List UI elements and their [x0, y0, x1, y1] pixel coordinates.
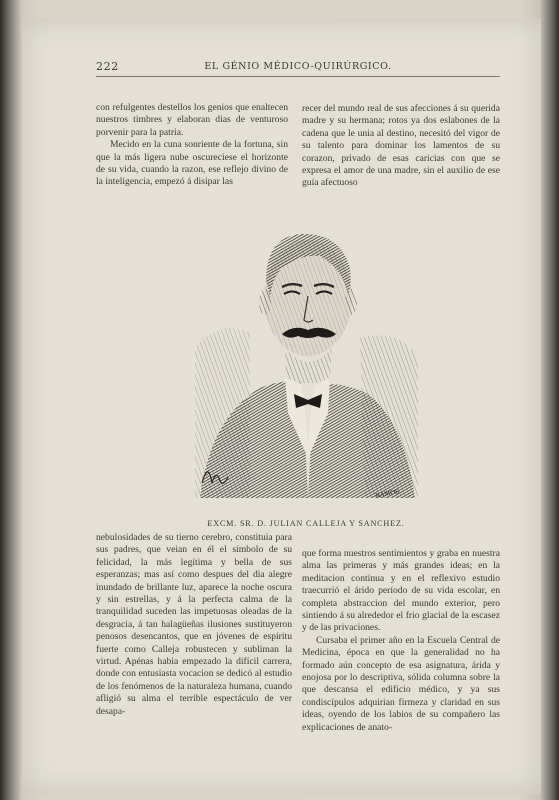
- paragraph: recer del mundo real de sus afecciones á su querida madre y su hermana; rotos ya dos eslabones de la cadena que le unia al destino, necesitó del vigor de su talento para dominar los lamentos de su corazon, privado de esas caricias con que se expresa el amor de una madre, sin el auxilio de ese guía afectuoso: [302, 103, 500, 189]
- bottom-left-column: [96, 532, 292, 718]
- top-left-column: [96, 102, 288, 189]
- paragraph: con refulgentes destellos los genios que enaltecen nuestros timbres y elaboran dias de venturoso porvenir para la patria.: [96, 102, 288, 138]
- paragraph: Mecido en la cuna sonriente de la fortuna, sin que la más ligera nube oscureciese el horizonte de su vida, cuando la razon, ese reflejo divino de la inteligencia, empezó á disipar las: [96, 139, 288, 188]
- engraved-portrait: [190, 198, 420, 518]
- paragraph: Cursaba el primer año en la Escuela Central de Medicina, época en que la generalidad no ha formado aún concepto de esa asignatura, árida y enojosa por lo descriptiva, sólida columna sobre la que descansa el edificio médico, y ya sus condiscípulos adquirian firmeza y claridad en sus ideas, oyendo de los labios de su compañero las explicaciones de anato-: [302, 634, 500, 733]
- running-title: EL GÉNIO MÉDICO-QUIRÚRGICO.: [204, 61, 392, 72]
- page-number: 222: [96, 60, 119, 73]
- paragraph: nebulosidades de su tierno cerebro, constituia para sus padres, que veian en él el símbolo de su felicidad, la más legítima y bella de sus esperanzas; mas así como despues del dia alegre inundado de brillante luz, aparece la noche oscura y sin estrellas, y á la perfecta calma de la tranquilidad suceden las impetuosas oleadas de la desgracia, á tan halagüeñas ilusiones sustituyeron penosos desencantos, que en jóvenes de espíritu fuerte como Calleja robustecen y subliman la virtud. Apénas habia empezado la difícil carrera, donde con entusiasta vocacion se dedicó al estudio de los fenómenos de la naturaleza humana, cuando afligió su alma el terrible espectáculo de ver desapa-: [96, 532, 292, 717]
- page-header: [96, 60, 500, 77]
- engraver-mark: RAMOS: [374, 488, 400, 500]
- top-right-column: [302, 103, 500, 190]
- bottom-right-column: [302, 548, 500, 734]
- portrait-caption: EXCM. SR. D. JULIAN CALLEJA Y SANCHEZ.: [207, 519, 405, 528]
- book-spine-edge: [541, 0, 559, 800]
- paragraph: que forma nuestros sentimientos y graba en nuestra alma las primeras y más grandes ideas; en la meditacion contínua y en el reflexivo estudio traecurrió el árido período de su vida escolar, en completa abstraccion del mundo exterior, pero sintiendo á su alrededor el frio glacial de la escasez y de las privaciones.: [302, 548, 500, 634]
